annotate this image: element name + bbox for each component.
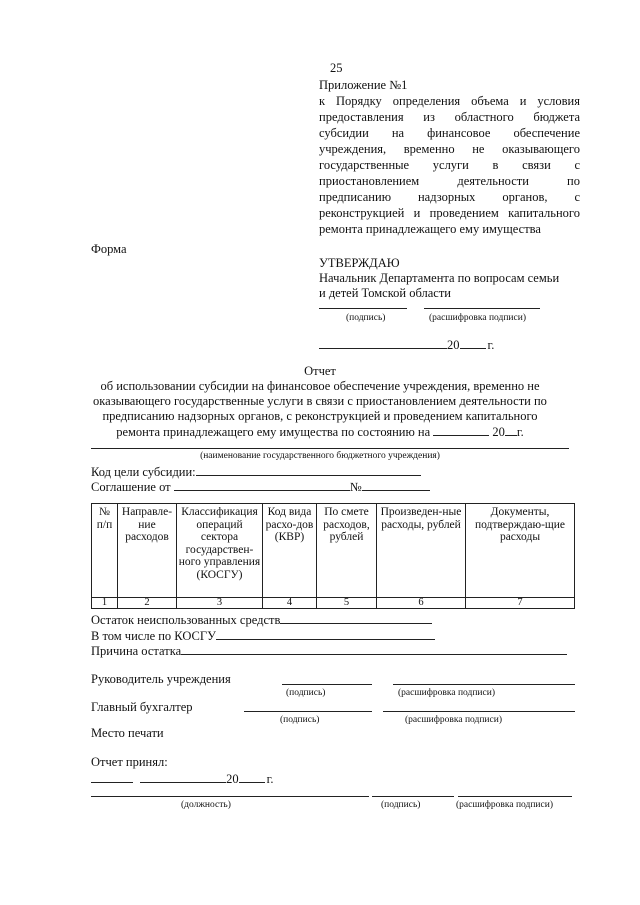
accepted-signature-line	[372, 796, 454, 797]
approval-position-line2: и детей Томской области	[319, 286, 452, 300]
head-signature-line	[282, 684, 372, 685]
accepted-label: Отчет принял:	[91, 755, 168, 769]
institution-caption: (наименование государственного бюджетного учреждения)	[200, 451, 440, 461]
column-number: 5	[317, 598, 377, 609]
accountant-signature-line	[244, 711, 372, 712]
kosgu-balance-blank	[216, 628, 435, 640]
accepted-position-line	[91, 796, 369, 797]
approval-decode-line	[424, 308, 540, 309]
agreement-label: Соглашение от	[91, 480, 171, 494]
kosgu-balance-field	[91, 628, 435, 643]
agreement-number-label: №	[349, 480, 362, 494]
head-signature-caption: (подпись)	[286, 688, 326, 698]
goal-code-label: Код цели субсидии:	[91, 465, 196, 479]
approval-signature-caption: (подпись)	[346, 313, 386, 323]
date-blank	[319, 337, 447, 349]
column-number: 3	[177, 598, 263, 609]
report-as-of: ремонта принадлежащего ему имущества по состоянию на	[116, 425, 431, 439]
appendix-line: ремонта принадлежащего ему имущества	[319, 222, 541, 236]
balance-reason-blank	[181, 643, 567, 655]
header-direction: Направле-ние расходов	[118, 504, 177, 598]
expenses-table	[91, 503, 575, 609]
accepted-position-caption: (должность)	[181, 800, 231, 810]
head-decode-line	[393, 684, 575, 685]
appendix-line: учреждения, временно не оказывающего	[319, 142, 580, 156]
accepted-decode-line	[458, 796, 572, 797]
accepted-day-blank	[91, 771, 133, 783]
header-kosgu: Классификация операций сектора государствен-ного управления (КОСГУ)	[177, 504, 263, 598]
approval-date	[319, 337, 494, 352]
column-number: 4	[263, 598, 317, 609]
accepted-year-suffix: г.	[266, 772, 274, 786]
accountant-label: Главный бухгалтер	[91, 700, 193, 714]
report-subtitle-line: предписанию надзорных органов, с реконструкцией и проведением капитального	[102, 409, 538, 423]
report-title: Отчет	[304, 364, 336, 378]
accepted-signature-caption: (подпись)	[381, 800, 421, 810]
header-estimate: По смете расходов, рублей	[317, 504, 377, 598]
header-actual: Произведен-ные расходы, рублей	[377, 504, 466, 598]
report-subtitle-line: оказывающего государственные услуги в связи с приостановлением деятельности по	[93, 394, 547, 408]
column-number: 1	[92, 598, 118, 609]
header-number: № п/п	[92, 504, 118, 598]
head-label: Руководитель учреждения	[91, 672, 231, 686]
appendix-line: субсидии на финансовое обеспечение	[319, 126, 580, 140]
appendix-line: государственные услуги в связи с	[319, 158, 580, 172]
institution-name-line	[91, 448, 569, 449]
header-kvr: Код вида расхо-дов (КВР)	[263, 504, 317, 598]
appendix-title: Приложение №1	[319, 78, 408, 92]
form-label: Форма	[91, 242, 127, 256]
appendix-line: к Порядку определения объема и условия	[319, 94, 580, 108]
agreement-date-blank	[174, 479, 350, 491]
approval-decode-caption: (расшифровка подписи)	[429, 313, 526, 323]
accepted-year-blank	[239, 771, 265, 783]
report-subtitle-line: об использовании субсидии на финансовое обеспечение учреждения, временно не	[100, 379, 540, 393]
agreement-number-blank	[362, 479, 430, 491]
report-subtitle-last	[0, 424, 640, 439]
kosgu-balance-label: В том числе по КОСГУ	[91, 629, 216, 643]
table-header-row	[92, 504, 575, 598]
approval-year-suffix: г.	[487, 338, 495, 352]
accountant-signature-caption: (подпись)	[280, 715, 320, 725]
accepted-year-prefix: 20	[226, 772, 239, 786]
accepted-decode-caption: (расшифровка подписи)	[456, 800, 553, 810]
column-number: 7	[466, 598, 575, 609]
year-blank	[460, 337, 486, 349]
table-number-row	[92, 598, 575, 609]
appendix-line: приостановлением деятельности по	[319, 174, 580, 188]
appendix-text	[319, 94, 580, 236]
approval-title: УТВЕРЖДАЮ	[319, 256, 400, 270]
approval-signature-line	[319, 308, 407, 309]
unused-balance-label: Остаток неиспользованных средств	[91, 613, 281, 627]
accountant-decode-caption: (расшифровка подписи)	[405, 715, 502, 725]
balance-reason-label: Причина остатка	[91, 644, 182, 658]
stamp-place: Место печати	[91, 726, 164, 740]
report-year-prefix: 20	[492, 425, 505, 439]
goal-code-field	[91, 464, 421, 479]
appendix-line: реконструкцией и проведением капитального	[319, 206, 580, 220]
page-number: 25	[330, 61, 343, 75]
accepted-month-blank	[140, 771, 226, 783]
header-documents: Документы, подтверждаю-щие расходы	[466, 504, 575, 598]
approval-position-line1: Начальник Департамента по вопросам семьи	[319, 271, 560, 285]
accountant-decode-line	[383, 711, 575, 712]
unused-balance-blank	[280, 612, 432, 624]
column-number: 2	[118, 598, 177, 609]
balance-reason-field	[91, 643, 567, 658]
report-year-blank	[505, 424, 517, 436]
agreement-field	[91, 479, 430, 494]
approval-year-prefix: 20	[447, 338, 460, 352]
accepted-date	[91, 771, 273, 786]
goal-code-blank	[196, 464, 421, 476]
unused-balance-field	[91, 612, 432, 627]
report-year-suffix: г.	[516, 425, 524, 439]
report-date-blank	[433, 424, 489, 436]
column-number: 6	[377, 598, 466, 609]
appendix-line: предоставления из областного бюджета	[319, 110, 580, 124]
head-decode-caption: (расшифровка подписи)	[398, 688, 495, 698]
appendix-line: предписанию надзорных органов, с	[319, 190, 580, 204]
